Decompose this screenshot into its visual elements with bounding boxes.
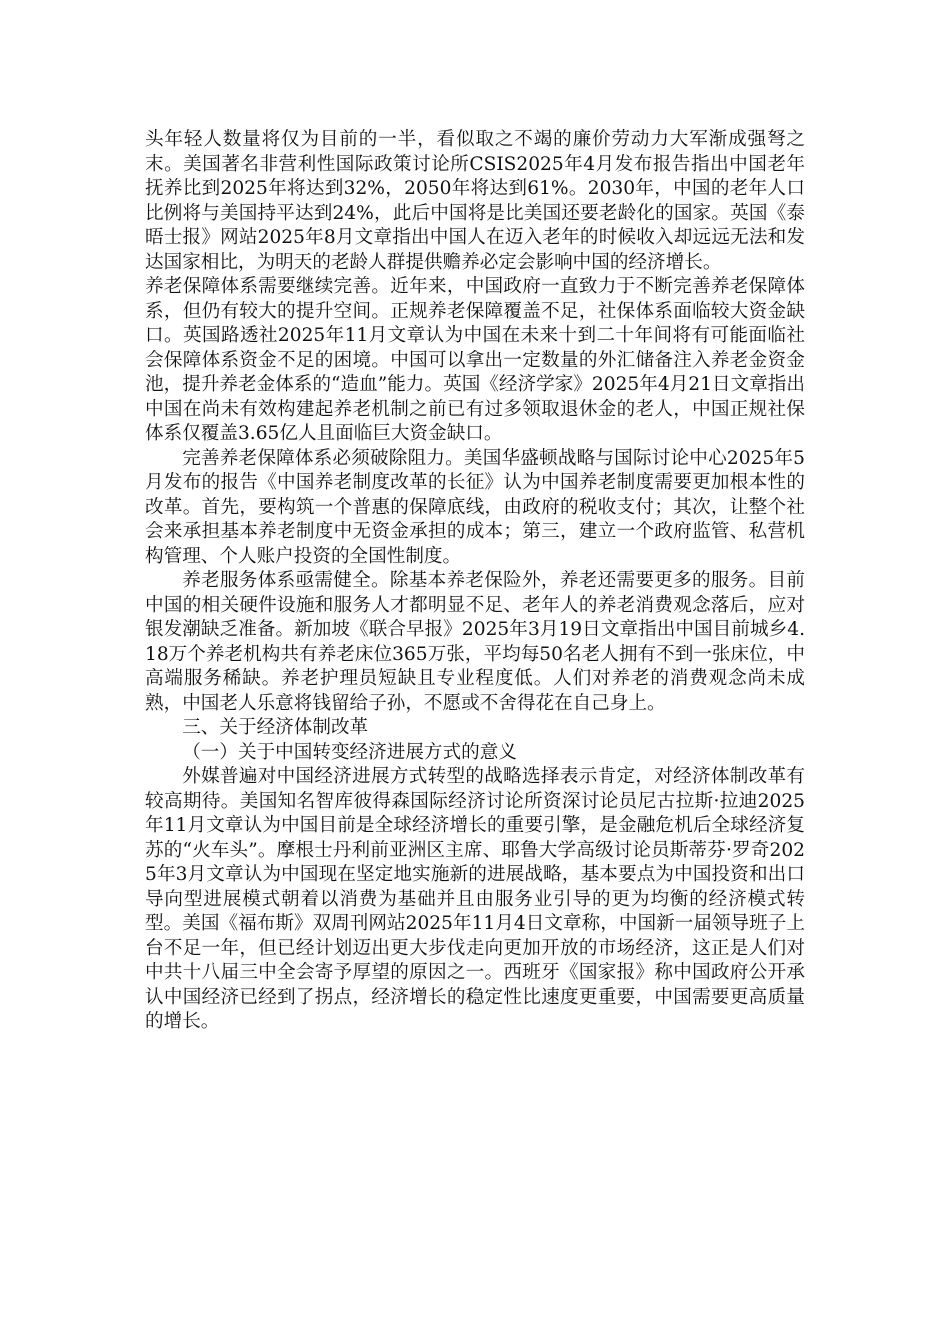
section-heading-economic-reform: 三、关于经济体制改革: [182, 717, 369, 738]
paragraph-foreign-media-views: 外媒普遍对中国经济进展方式转型的战略选择表示肯定，对经济体制改革有较高期待。美国知名智库彼得森国际经济讨论所资深讨论员尼古拉斯·拉迪2025年11月文章认为中国目前是全球经济增长的重要引擎，是金融危机后全球经济复苏的“火车头”。摩根士丹利前亚洲区主席、耶鲁大学高级讨论员斯蒂芬·罗奇2025年3月文章认为中国现在坚定地实施新的进展战略，基本要点为中国投资和出口导向型进展模式朝着以消费为基础并且由服务业引导的更为均衡的经济模式转型。美国《福布斯》双周刊网站2025年11月4日文章称，中国新一届领导班子上台不足一年，但已经计划迈出更大步伐走向更加开放的市场经济，这正是人们对中共十八届三中全会寄予厚望的原因之一。西班牙《国家报》称中国政府公开承认中国经济已经到了拐点，经济增长的稳定性比速度更重要，中国需要更高质量的增长。: [145, 766, 805, 1032]
document-body: [145, 128, 805, 1035]
paragraph-aging-population: 头年轻人数量将仅为目前的一半，看似取之不竭的廉价劳动力大军渐成强弩之末。美国著名非营利性国际政策讨论所CSIS2025年4月发布报告指出中国老年抚养比到2025年将达到32%，2050年将达到61%。2030年，中国的老年人口比例将与美国持平达到24%，此后中国将是比美国还要老龄化的国家。英国《泰晤士报》网站2025年8月文章指出中国人在迈入老年的时候收入却远远无法和发达国家相比，为明天的老龄人群提供赡养必定会影响中国的经济增长。: [145, 129, 805, 273]
paragraph-elderly-services: 养老服务体系亟需健全。除基本养老保险外，养老还需要更多的服务。目前中国的相关硬件设施和服务人才都明显不足、老年人的养老消费观念落后，应对银发潮缺乏准备。新加坡《联合早报》2025年3月19日文章指出中国目前城乡4.18万个养老机构共有养老床位365万张，平均每50名老人拥有不到一张床位，中高端服务稀缺。养老护理员短缺且专业程度低。人们对养老的消费观念尚未成熟，中国老人乐意将钱留给子孙，不愿或不舍得花在自己身上。: [145, 570, 805, 714]
paragraph-pension-system: 养老保障体系需要继续完善。近年来，中国政府一直致力于不断完善养老保障体系，但仍有较大的提升空间。正规养老保障覆盖不足，社保体系面临较大资金缺口。英国路透社2025年11月文章认为中国在未来十到二十年间将有可能面临社会保障体系资金不足的困境。中国可以拿出一定数量的外汇储备注入养老金资金池，提升养老金体系的“造血”能力。英国《经济学家》2025年4月21日文章指出中国在尚未有效构建起养老机制之前已有过多领取退休金的老人，中国正规社保体系仅覆盖3.65亿人且面临巨大资金缺口。: [145, 276, 805, 444]
subsection-heading-development-mode: （一）关于中国转变经济进展方式的意义: [182, 741, 517, 763]
paragraph-pension-reform: 完善养老保障体系必须破除阻力。美国华盛顿战略与国际讨论中心2025年5月发布的报告《中国养老制度改革的长征》认为中国养老制度需要更加根本性的改革。首先，要构筑一个普惠的保障底线，由政府的税收支付；其次，让整个社会来承担基本养老制度中无资金承担的成本；第三，建立一个政府监管、私营机构管理、个人账户投资的全国性制度。: [145, 447, 805, 567]
